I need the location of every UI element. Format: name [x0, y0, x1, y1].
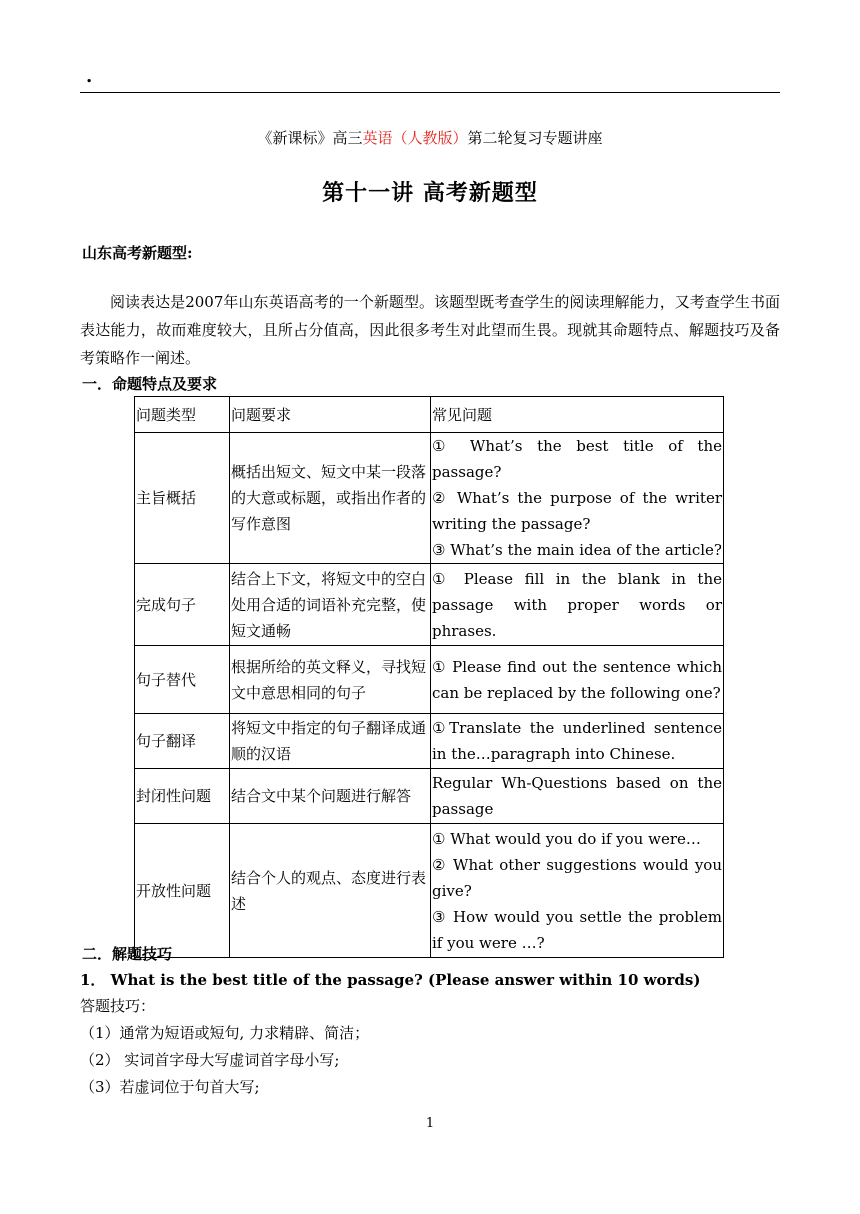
subtitle-part2: 第二轮复习专题讲座: [467, 129, 603, 147]
header-rule: [80, 92, 780, 93]
cell-type: 主旨概括: [135, 433, 230, 564]
page-number: 1: [425, 1116, 435, 1131]
cell-requirement: 结合上下文，将短文中的空白处用合适的词语补充完整，使短文通畅: [230, 564, 431, 646]
table-row: [135, 646, 724, 714]
cell-questions: [431, 824, 724, 958]
question-line: ① Please fill in the blank in the passage with proper words or phrases.: [432, 569, 722, 640]
question-line: ① Please find out the sentence which can be replaced by the following one?: [432, 657, 722, 702]
header-cell-requirement: 问题要求: [230, 397, 431, 433]
subtitle-highlight: 英语（人教版）: [362, 129, 468, 147]
question-line: ② What’s the purpose of the writer writing the passage?: [432, 489, 722, 533]
cell-requirement: 将短文中指定的句子翻译成通顺的汉语: [230, 714, 431, 769]
cell-requirement: 根据所给的英文释义，寻找短文中意思相同的句子: [230, 646, 431, 714]
cell-type: 句子翻译: [135, 714, 230, 769]
question-line: ② What other suggestions would you give?: [432, 855, 722, 900]
table-row: [135, 714, 724, 769]
tip-item: （1）通常为短语或短句, 力求精辟、简洁；: [80, 1024, 370, 1042]
intro-paragraph: [80, 288, 780, 372]
tip-item: （2） 实词首字母大写虚词首字母小写;: [80, 1051, 340, 1069]
table-row: [135, 769, 724, 824]
cell-type: 句子替代: [135, 646, 230, 714]
subtitle-part1: 《新课标》高三: [257, 129, 363, 147]
cell-requirement: 结合个人的观点、态度进行表述: [230, 824, 431, 958]
table-row: [135, 433, 724, 564]
cell-requirement: 概括出短文、短文中某一段落的大意或标题，或指出作者的写作意图: [230, 433, 431, 564]
tips-label: 答题技巧：: [80, 997, 156, 1015]
question-line: ①Translate the underlined sentence in the…paragraph into Chinese.: [432, 719, 722, 763]
header-cell-questions: 常见问题: [431, 397, 724, 433]
header-dot: .: [86, 66, 93, 87]
question-line: ① What would you do if you were…: [432, 829, 701, 848]
cell-requirement: 结合文中某个问题进行解答: [230, 769, 431, 824]
question-types-table: [134, 396, 724, 958]
section1-heading: 一．命题特点及要求: [82, 375, 218, 393]
table-row: [135, 824, 724, 958]
table-header-row: [135, 397, 724, 433]
cell-questions: [431, 714, 724, 769]
cell-questions: [431, 433, 724, 564]
subtitle: [0, 127, 860, 148]
tip-item: （3）若虚词位于句首大写;: [80, 1078, 260, 1096]
cell-type: 封闭性问题: [135, 769, 230, 824]
cell-questions: [431, 769, 724, 824]
intro-text: 阅读表达是2007年山东英语高考的一个新题型。该题型既考查学生的阅读理解能力，又考查学生书面表达能力，故而难度较大，且所占分值高，因此很多考生对此望而生畏。现就其命题特点、解题技巧及备考策略作一阐述。: [80, 293, 780, 367]
cell-questions: [431, 646, 724, 714]
cell-questions: [431, 564, 724, 646]
question-line: ③ How would you settle the problem if you were …?: [432, 907, 722, 952]
section2-heading: 二．解题技巧: [82, 945, 173, 963]
question-line: ① What’s the best title of the passage?: [432, 437, 722, 481]
page-title: 第十一讲 高考新题型: [322, 180, 538, 206]
question-line: Regular Wh-Questions based on the passage: [432, 774, 722, 818]
section-heading: 山东高考新题型:: [82, 244, 193, 262]
question-line: ③ What’s the main idea of the article?: [432, 541, 722, 559]
question-item-1: 1． What is the best title of the passage? (Please answer within 10 words): [80, 971, 701, 989]
cell-type: 完成句子: [135, 564, 230, 646]
cell-type: 开放性问题: [135, 824, 230, 958]
table-row: [135, 564, 724, 646]
header-cell-type: 问题类型: [135, 397, 230, 433]
